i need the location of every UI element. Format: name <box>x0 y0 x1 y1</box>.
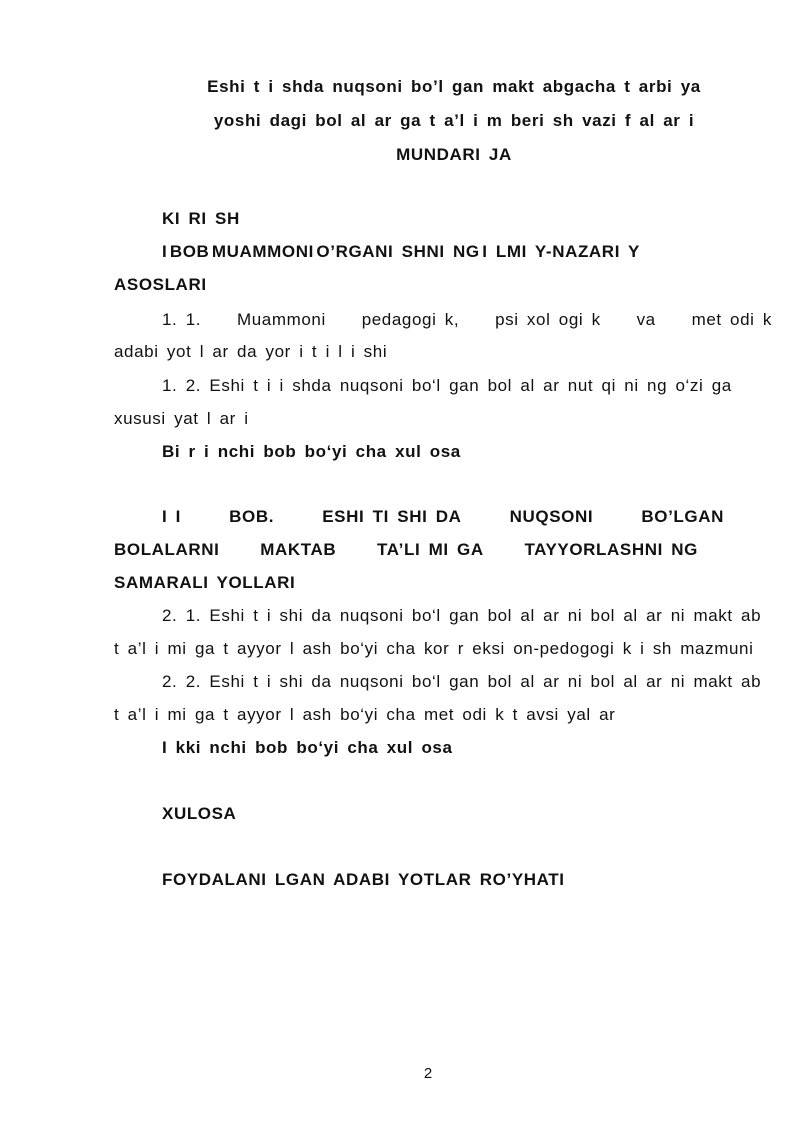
toc-chapter-2-part: NUQSONI <box>509 507 594 526</box>
toc-chapter-2-part: BOB. <box>229 507 275 526</box>
toc-section-2-1: 2. 1. Eshi t i shi da nuqsoni bo‘l gan bol al ar ni bol al ar ni makt ab <box>162 606 762 625</box>
toc-chapter-2-part: TA’LI MI GA <box>376 540 484 559</box>
toc-introduction: KI RI SH <box>162 209 240 228</box>
toc-section-1-1-part: Muammoni <box>236 310 326 329</box>
toc-section-1-1-part: pedagogi k, <box>361 310 460 329</box>
toc-section-2-2: 2. 2. Eshi t i shi da nuqsoni bo‘l gan bol al ar ni bol al ar ni makt ab <box>162 672 762 691</box>
toc-chapter-1-summary: Bi r i nchi bob bo‘yi cha xul osa <box>162 442 461 461</box>
toc-chapter-1-part: I LMI Y-NAZARI Y <box>482 242 640 261</box>
toc-chapter-2-part: I I <box>162 507 181 526</box>
toc-chapter-1-part: O’RGANI SHNI NG <box>316 242 480 261</box>
toc-section-2-1-cont: t a’l i mi ga t ayyor l ash bo‘yi cha kor r eksi on-pedogogi k i sh mazmuni <box>114 639 754 658</box>
toc-chapter-1-part: I <box>162 242 168 261</box>
toc-chapter-2-title <box>162 507 724 527</box>
toc-chapter-2-part: ESHI TI SHI DA <box>322 507 462 526</box>
title-line-2: yoshi dagi bol al ar ga t a’l i m beri sh vazi f al ar i <box>213 111 695 130</box>
toc-section-1-1 <box>162 310 772 330</box>
contents-heading: MUNDARI JA <box>396 145 512 164</box>
toc-chapter-1-part: MUAMMONI <box>211 242 314 261</box>
toc-section-1-1-part: psi xol ogi k <box>495 310 601 329</box>
toc-section-1-1-part: met odi k <box>691 310 772 329</box>
toc-chapter-1-title-cont: ASOSLARI <box>114 275 207 294</box>
page-number: 2 <box>423 1065 433 1082</box>
toc-conclusion: XULOSA <box>162 804 237 823</box>
toc-section-1-1-cont: adabi yot l ar da yor i t i l i shi <box>114 342 388 361</box>
toc-section-1-2: 1. 2. Eshi t i i shda nuqsoni bo‘l gan bol al ar nut qi ni ng o‘zi ga <box>162 376 732 395</box>
toc-references: FOYDALANI LGAN ADABI YOTLAR RO’YHATI <box>162 870 565 889</box>
toc-chapter-2-title-cont <box>114 540 698 560</box>
toc-chapter-2-part: BOLALARNI <box>114 540 220 559</box>
toc-chapter-2-summary: I kki nchi bob bo‘yi cha xul osa <box>162 738 453 757</box>
toc-section-1-1-part: 1. 1. <box>162 310 202 329</box>
title-line-1: Eshi t i shda nuqsoni bo’l gan makt abgacha t arbi ya <box>207 77 701 96</box>
toc-chapter-2-part: TAYYORLASHNI NG <box>524 540 698 559</box>
toc-chapter-2-title-end: SAMARALI YOLLARI <box>114 573 296 592</box>
toc-chapter-2-part: BO’LGAN <box>641 507 724 526</box>
toc-chapter-2-part: MAKTAB <box>260 540 337 559</box>
toc-chapter-1-part: BOB <box>169 242 210 261</box>
toc-section-2-2-cont: t a’l i mi ga t ayyor l ash bo‘yi cha met odi k t avsi yal ar <box>114 705 616 724</box>
toc-chapter-1-title <box>162 242 640 262</box>
toc-section-1-2-cont: xususi yat l ar i <box>114 409 249 428</box>
toc-section-1-1-part: va <box>636 310 656 329</box>
